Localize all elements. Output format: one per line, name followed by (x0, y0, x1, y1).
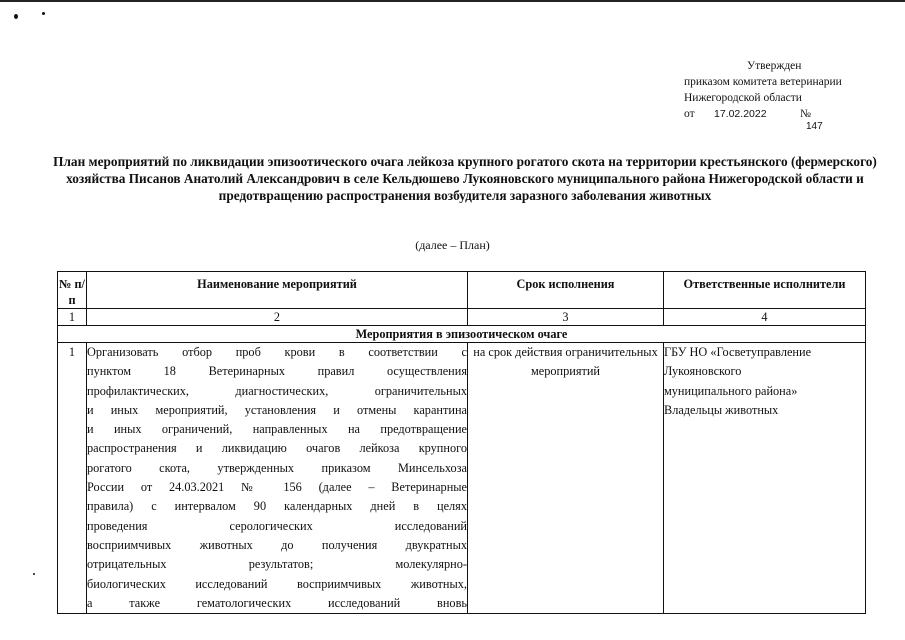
document-subtitle: (далее – План) (415, 238, 490, 252)
approval-stamp (684, 58, 894, 132)
column-number-row (58, 309, 866, 326)
activity-line: пунктом 18 Ветеринарных правил осуществления (87, 364, 467, 379)
activity-line: биологических исследований восприимчивых животных, (87, 576, 467, 591)
activity-line: и иных ограничений, направленных на предотвращение (87, 422, 467, 437)
approval-from-label: от (684, 108, 695, 120)
responsible-line: муниципального района» (664, 383, 798, 398)
approval-line-2: приказом комитета ветеринарии (684, 76, 842, 88)
term-cell: на срок действия ограничительных мероприятий (468, 343, 664, 614)
column-number: 2 (87, 309, 468, 326)
header-responsible: Ответственные исполнители (664, 272, 866, 309)
approval-line-3: Нижегородской области (684, 92, 802, 104)
column-number: 4 (664, 309, 866, 326)
activity-line: и иных мероприятий, установления и отмены карантина (87, 402, 467, 417)
activity-line: распространения и ликвидацию очагов лейкоза крупного (87, 441, 467, 456)
activity-line: правила) с интервалом 90 календарных дней в целях (87, 499, 467, 514)
plan-table (57, 271, 866, 614)
scan-speck (14, 14, 18, 19)
approval-number-sign: № (800, 108, 811, 120)
activity-line: восприимчивых животных до получения двукратных (87, 537, 467, 552)
section-title: Мероприятия в эпизоотическом очаге (58, 326, 866, 343)
activity-line: Организовать отбор проб крови в соответствии с (87, 345, 467, 359)
activity-line: профилактических, диагностических, ограничительных (87, 383, 467, 398)
activity-line: рогатого скота, утвержденных приказом Минсельхоза (87, 460, 467, 475)
table-row (58, 343, 866, 614)
responsible-line: ГБУ НО «Госветуправление (664, 345, 812, 359)
approval-line-1: Утвержден (747, 60, 802, 72)
activity-cell (87, 343, 468, 614)
column-number: 3 (468, 309, 664, 326)
header-number: № п/п (58, 272, 87, 309)
table-header-row (58, 272, 866, 309)
responsible-line: Лукояновского (664, 364, 742, 379)
column-number: 1 (58, 309, 87, 326)
approval-number: 147 (806, 121, 823, 132)
scan-top-edge (0, 0, 905, 2)
header-term: Срок исполнения (468, 272, 664, 309)
activity-line: проведения серологических исследований (87, 518, 467, 533)
activity-line: отрицательных результатов; молекулярно- (87, 557, 467, 572)
row-number: 1 (58, 343, 87, 614)
activity-line: России от 24.03.2021 № 156 (далее – Ветеринарные (87, 480, 467, 495)
header-activity: Наименование мероприятий (87, 272, 468, 309)
scan-speck (42, 12, 45, 15)
section-row (58, 326, 866, 343)
scan-speck (33, 573, 35, 575)
approval-date: 17.02.2022 (714, 108, 767, 120)
document-title: План мероприятий по ликвидации эпизоотического очага лейкоза крупного рогатого скота на территории крестьянского (фермерского) хозяйства Писанов Анатолий Александрович в селе Кельдюшево Лукояновского муниципального района Нижегородской области и предотвращению распространения возбудителя заразного заболевания животных (53, 154, 877, 203)
approval-date-row (684, 106, 894, 132)
responsible-line: Владельцы животных (664, 402, 779, 417)
activity-line: а также гематологических исследований вновь (87, 595, 467, 610)
responsible-cell (664, 343, 866, 614)
